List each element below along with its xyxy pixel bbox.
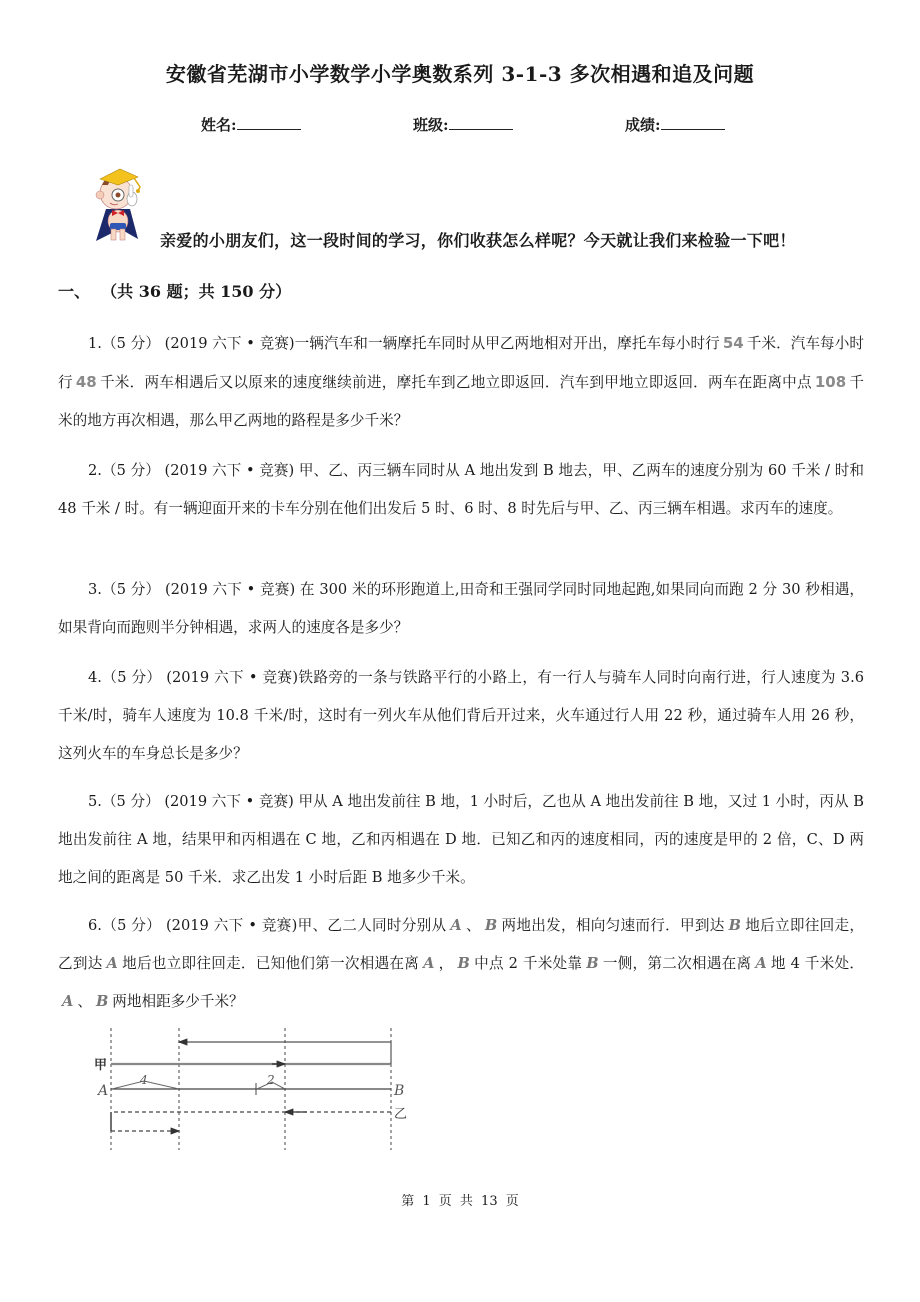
question-3: [58, 571, 864, 647]
label-a: A: [98, 1083, 109, 1099]
question-number: 1.: [88, 335, 102, 352]
question-text: 甲、乙、丙三辆车同时从 A 地出发到 B 地去，甲、乙两车的速度分别为 60 千米 / 时和 48 千米 / 时。有一辆迎面开来的卡车分别在他们出发后 5 时、6 时、8 时先后与甲、乙、丙三辆车相遇。求丙车的速度。: [58, 462, 864, 517]
section-heading: [58, 279, 291, 302]
label-4: 4: [140, 1073, 148, 1087]
question-meta: （5 分） (2019 六下 • 竞赛): [101, 581, 296, 598]
var-b: B: [728, 917, 741, 934]
name-blank[interactable]: [237, 115, 301, 130]
question-text: 一侧，第二次相遇在离: [602, 955, 752, 972]
question-text: 千米．汽车每小时行: [58, 335, 864, 391]
question-number: 5.: [88, 793, 102, 810]
question-5: [58, 783, 864, 897]
class-label: 班级:: [413, 116, 449, 134]
var-a: A: [106, 955, 118, 972]
question-2: [58, 452, 864, 528]
question-number: 4.: [88, 669, 102, 686]
question-text: 地后立即往回走，乙到达: [58, 917, 864, 972]
question-text: 两地出发，相向匀速而行．甲到达: [501, 917, 725, 934]
question-text: 甲、乙二人同时分别从: [297, 917, 447, 934]
question-text: 中点 2 千米处靠: [473, 955, 583, 972]
var-b: B: [457, 955, 470, 972]
section-number: 一、: [58, 282, 91, 301]
label-yi: 乙: [394, 1107, 408, 1122]
score-field[interactable]: [625, 114, 725, 135]
section-summary: （共 36 题；共 150 分）: [101, 282, 292, 301]
mascot-icon: [88, 165, 152, 245]
question-text: 一辆汽车和一辆摩托车同时从甲乙两地相对开出，摩托车每小时行: [294, 335, 720, 352]
question-text: 地 4 千米处．: [770, 955, 864, 972]
question-meta: （5 分） (2019 六下 • 竞赛): [101, 793, 294, 810]
question-meta: （5 分） (2019 六下 • 竞赛): [101, 462, 295, 479]
question-4: [58, 659, 864, 773]
greeting-text: 亲爱的小朋友们，这一段时间的学习，你们收获怎么样呢？今天就让我们来检验一下吧！: [160, 231, 796, 250]
number-48: 48: [75, 373, 97, 391]
var-b: B: [484, 917, 498, 934]
score-blank[interactable]: [661, 115, 725, 130]
page-footer: 第 1 页 共 13 页: [401, 1194, 519, 1209]
score-label: 成绩:: [625, 116, 661, 134]
var-a: A: [755, 955, 767, 972]
question-number: 3.: [88, 581, 102, 598]
question-meta: （5 分） (2019 六下 • 竞赛): [101, 917, 298, 934]
question-text: 铁路旁的一条与铁路平行的小路上，有一行人与骑车人同时向南行进，行人速度为 3.6 千米/时，骑车人速度为 10.8 千米/时，这时有一列火车从他们背后开过来，火车通过行人用 22 秒，通过骑车人用 26 秒，这列火车的车身总长是多少？: [58, 669, 864, 762]
var-a: A: [450, 917, 462, 934]
question-text: 千米．两车相遇后又以原来的速度继续前进，摩托车到乙地立即返回．汽车到甲地立即返回．两车在距离中点: [99, 374, 812, 391]
var-a: A: [423, 955, 435, 972]
class-field[interactable]: [413, 114, 513, 135]
name-label: 姓名:: [201, 116, 237, 134]
question-6: [58, 907, 864, 1021]
meeting-diagram: [92, 1028, 422, 1150]
class-blank[interactable]: [449, 115, 513, 130]
name-field[interactable]: [201, 114, 301, 135]
number-54: 54: [722, 334, 744, 352]
label-2: 2: [267, 1073, 275, 1087]
number-108: 108: [814, 373, 847, 391]
question-text: 两地相距多少千米？: [112, 993, 244, 1010]
var-a: A: [62, 993, 74, 1010]
label-b: B: [394, 1083, 405, 1099]
question-text: ，: [438, 955, 454, 972]
question-text: 千米的地方再次相遇，那么甲乙两地的路程是多少千米？: [58, 374, 864, 429]
question-meta: （5 分） (2019 六下 • 竞赛): [101, 669, 299, 686]
question-text: 地后也立即往回走．已知他们第一次相遇在离: [121, 955, 420, 972]
label-jia: 甲: [94, 1058, 108, 1073]
var-b: B: [95, 993, 109, 1010]
question-text: 、: [465, 917, 481, 934]
question-text: 在 300 米的环形跑道上,田奇和王强同学同时同地起跑,如果同向而跑 2 分 30 秒相遇，如果背向而跑则半分钟相遇，求两人的速度各是多少？: [58, 581, 864, 636]
question-text: 、: [77, 993, 92, 1010]
var-b: B: [586, 955, 599, 972]
question-1: [58, 324, 864, 440]
document-title: 安徽省芜湖市小学数学小学奥数系列 3-1-3 多次相遇和追及问题: [165, 62, 755, 86]
question-text: 甲从 A 地出发前往 B 地，1 小时后，乙也从 A 地出发前往 B 地，又过 1 小时，丙从 B 地出发前往 A 地，结果甲和丙相遇在 C 地，乙和丙相遇在 D 地．已知乙和丙的速度相同，丙的速度是甲的 2 倍，C、D 两地之间的距离是 50 千米．求乙出发 1 小时后距 B 地多少千米。: [58, 793, 865, 886]
question-number: 6.: [88, 917, 102, 934]
question-meta: （5 分） (2019 六下 • 竞赛): [101, 335, 295, 352]
question-number: 2.: [88, 462, 102, 479]
